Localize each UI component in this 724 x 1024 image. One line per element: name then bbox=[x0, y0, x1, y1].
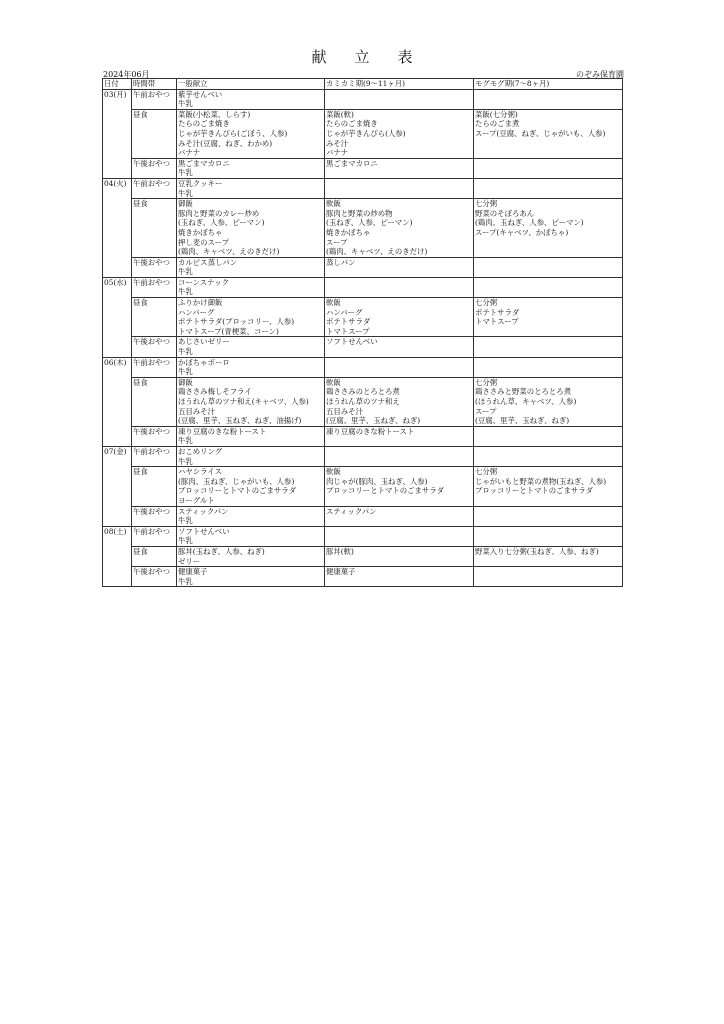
mogumogu-menu-cell bbox=[474, 337, 623, 357]
menu-item: 菜飯(小松菜、しらす) bbox=[178, 109, 251, 119]
menu-item: トマトスープ(青梗菜、コーン) bbox=[178, 326, 279, 336]
mogumogu-menu-cell bbox=[474, 467, 623, 506]
table-row bbox=[103, 199, 623, 258]
table-row bbox=[103, 377, 623, 426]
header-row bbox=[103, 79, 623, 90]
slot-cell: 午前おやつ bbox=[132, 277, 177, 297]
menu-item: 牛乳 bbox=[178, 576, 193, 586]
slot-cell: 午前おやつ bbox=[132, 89, 177, 109]
slot-cell: 昼食 bbox=[132, 377, 177, 426]
table-row bbox=[103, 567, 623, 587]
menu-item: ゼリー bbox=[178, 556, 201, 566]
mogumogu-menu-cell bbox=[474, 178, 623, 198]
kamikami-menu-cell bbox=[325, 467, 474, 506]
kamikami-menu-cell bbox=[325, 109, 474, 158]
menu-item: 豚肉と野菜のカレー炒め bbox=[178, 208, 260, 218]
menu-item: 健康菓子 bbox=[178, 567, 208, 577]
menu-item: (鶏肉、キャベツ、えのきだけ) bbox=[178, 247, 280, 257]
slot-cell: 午前おやつ bbox=[132, 357, 177, 377]
kamikami-menu-cell bbox=[325, 199, 474, 258]
menu-item: トマトスープ bbox=[326, 326, 370, 336]
mogumogu-menu-cell bbox=[474, 526, 623, 546]
menu-item: バナナ bbox=[326, 148, 349, 158]
menu-item: 黒ごまマカロニ bbox=[178, 158, 230, 168]
slot-cell: 午後おやつ bbox=[132, 337, 177, 357]
general-menu-cell bbox=[177, 277, 325, 297]
kamikami-menu-cell bbox=[325, 377, 474, 426]
kamikami-menu-cell bbox=[325, 506, 474, 526]
general-menu-cell bbox=[177, 426, 325, 446]
date-cell: 04(火) bbox=[103, 178, 132, 277]
menu-item: じゃがいもと野菜の煮物(玉ねぎ、人参) bbox=[475, 476, 607, 486]
menu-item: コーンスナック bbox=[178, 277, 230, 287]
menu-item: 牛乳 bbox=[178, 367, 193, 377]
kamikami-menu-cell bbox=[325, 426, 474, 446]
menu-item: 牛乳 bbox=[178, 168, 193, 178]
slot-cell: 昼食 bbox=[132, 109, 177, 158]
mogumogu-menu-cell bbox=[474, 506, 623, 526]
menu-item: ハンバーグ bbox=[326, 307, 363, 317]
menu-item: 肉じゃが(豚肉、玉ねぎ、人参) bbox=[326, 476, 428, 486]
menu-item: おこめリング bbox=[178, 446, 223, 456]
menu-item: ほうれん草のツナ和え bbox=[326, 397, 400, 406]
menu-item: 牛乳 bbox=[178, 188, 193, 198]
mogumogu-menu-cell bbox=[474, 277, 623, 297]
menu-item: (豆腐、里芋、玉ねぎ、ねぎ) bbox=[326, 416, 421, 426]
menu-item: じゃが芋きんぴら(ごぼう、人参) bbox=[178, 128, 288, 138]
table-row bbox=[103, 257, 623, 277]
table-row bbox=[103, 89, 623, 109]
slot-cell: 午後おやつ bbox=[132, 426, 177, 446]
table-row bbox=[103, 546, 623, 566]
table-row bbox=[103, 178, 623, 198]
menu-item: (豆腐、里芋、玉ねぎ、ねぎ) bbox=[475, 416, 570, 426]
menu-item: (玉ねぎ、人参、ピーマン) bbox=[178, 218, 265, 228]
menu-item: 七分粥 bbox=[475, 199, 498, 209]
kamikami-menu-cell bbox=[325, 337, 474, 357]
general-menu-cell bbox=[177, 506, 325, 526]
menu-item: カルピス蒸しパン bbox=[178, 257, 238, 267]
mogumogu-menu-cell bbox=[474, 357, 623, 377]
column-header-kamikami: カミカミ期(9～11ヶ月) bbox=[325, 79, 474, 90]
kamikami-menu-cell bbox=[325, 158, 474, 178]
mogumogu-menu-cell bbox=[474, 446, 623, 466]
menu-item: ポテトサラダ bbox=[326, 317, 371, 327]
menu-item: 押し麦のスープ bbox=[178, 237, 229, 247]
kamikami-menu-cell bbox=[325, 526, 474, 546]
general-menu-cell bbox=[177, 337, 325, 357]
slot-cell: 昼食 bbox=[132, 546, 177, 566]
date-cell: 08(土) bbox=[103, 526, 132, 587]
menu-item: 牛乳 bbox=[178, 267, 193, 277]
table-row bbox=[103, 277, 623, 297]
general-menu-cell bbox=[177, 526, 325, 546]
slot-cell: 午後おやつ bbox=[132, 567, 177, 587]
menu-item: 凍り豆腐のきな粉トースト bbox=[178, 426, 267, 436]
menu-item: 鶏ささみ梅しそフライ bbox=[178, 387, 252, 397]
menu-item: 五目みそ汁 bbox=[178, 406, 215, 416]
column-header-mogumogu: モグモグ期(7～8ヶ月) bbox=[474, 79, 623, 90]
menu-item: みそ汁(豆腐、ねぎ、わかめ) bbox=[178, 138, 273, 148]
menu-item: 牛乳 bbox=[178, 536, 193, 546]
table-row bbox=[103, 337, 623, 357]
general-menu-cell bbox=[177, 446, 325, 466]
slot-cell: 昼食 bbox=[132, 199, 177, 258]
mogumogu-menu-cell bbox=[474, 109, 623, 158]
date-cell: 07(金) bbox=[103, 446, 132, 526]
menu-item: 蒸しパン bbox=[326, 257, 356, 267]
menu-item: ブロッコリーとトマトのごまサラダ bbox=[475, 486, 594, 496]
menu-item: 黒ごまマカロニ bbox=[326, 158, 378, 168]
menu-item: ソフトせんべい bbox=[178, 526, 230, 536]
mogumogu-menu-cell bbox=[474, 567, 623, 587]
mogumogu-menu-cell bbox=[474, 426, 623, 446]
slot-cell: 午後おやつ bbox=[132, 506, 177, 526]
column-header-general: 一般献立 bbox=[177, 79, 325, 90]
table-row bbox=[103, 467, 623, 506]
menu-item: (豆腐、里芋、玉ねぎ、ねぎ、油揚げ) bbox=[178, 416, 302, 426]
menu-item: 軟飯 bbox=[326, 467, 341, 477]
mogumogu-menu-cell bbox=[474, 257, 623, 277]
table-row bbox=[103, 506, 623, 526]
menu-item: ソフトせんべい bbox=[326, 337, 378, 347]
table-row bbox=[103, 426, 623, 446]
page-title: 献立表 bbox=[311, 48, 441, 66]
date-cell: 06(木) bbox=[103, 357, 132, 446]
menu-item: (ほうれん草、キャベツ、人参) bbox=[475, 397, 577, 406]
general-menu-cell bbox=[177, 377, 325, 426]
menu-month: 2024年06月 bbox=[103, 70, 150, 79]
date-cell: 03(月) bbox=[103, 89, 132, 178]
general-menu-cell bbox=[177, 199, 325, 258]
table-row bbox=[103, 526, 623, 546]
general-menu-cell bbox=[177, 257, 325, 277]
kamikami-menu-cell bbox=[325, 546, 474, 566]
column-header-date: 日付 bbox=[103, 79, 132, 90]
menu-item: (豚肉、玉ねぎ、じゃがいも、人参) bbox=[178, 476, 295, 486]
menu-item: ハヤシライス bbox=[178, 467, 222, 477]
menu-item: スープ bbox=[475, 406, 497, 416]
menu-item: 鶏ささみと野菜のとろとろ煮 bbox=[475, 387, 572, 397]
menu-item: 牛乳 bbox=[178, 99, 193, 109]
menu-item: スティックパン bbox=[326, 506, 377, 516]
general-menu-cell bbox=[177, 178, 325, 198]
menu-item: 牛乳 bbox=[178, 287, 193, 297]
menu-item: 紫芋せんべい bbox=[178, 89, 223, 99]
menu-item: ハンバーグ bbox=[178, 307, 215, 317]
general-menu-cell bbox=[177, 567, 325, 587]
slot-cell: 午前おやつ bbox=[132, 446, 177, 466]
menu-item: 野菜のそぼろあん bbox=[475, 208, 535, 218]
slot-cell: 午前おやつ bbox=[132, 526, 177, 546]
menu-item: 牛乳 bbox=[178, 347, 193, 357]
menu-item: 豚肉と野菜の炒め物 bbox=[326, 208, 393, 218]
mogumogu-menu-cell bbox=[474, 199, 623, 258]
menu-item: 御飯 bbox=[178, 199, 193, 209]
menu-item: 御飯 bbox=[178, 377, 193, 387]
menu-item: 七分粥 bbox=[475, 377, 498, 387]
slot-cell: 午後おやつ bbox=[132, 257, 177, 277]
mogumogu-menu-cell bbox=[474, 158, 623, 178]
mogumogu-menu-cell bbox=[474, 546, 623, 566]
menu-table bbox=[102, 78, 623, 587]
menu-item: 五目みそ汁 bbox=[326, 406, 363, 416]
general-menu-cell bbox=[177, 298, 325, 337]
menu-item: 七分粥 bbox=[475, 467, 498, 477]
kamikami-menu-cell bbox=[325, 89, 474, 109]
menu-item: 牛乳 bbox=[178, 456, 193, 466]
menu-item: ほうれん草のツナ和え(キャベツ、人参) bbox=[178, 397, 309, 406]
menu-item: ポテトサラダ bbox=[475, 307, 520, 317]
menu-item: 鶏ささみのとろとろ煮 bbox=[326, 387, 400, 397]
kamikami-menu-cell bbox=[325, 277, 474, 297]
menu-item: 豚丼(玉ねぎ、人参、ねぎ) bbox=[178, 546, 265, 556]
menu-item: 豆乳クッキー bbox=[178, 178, 223, 188]
menu-item: (玉ねぎ、人参、ピーマン) bbox=[326, 218, 413, 228]
menu-item: トマトスープ bbox=[475, 317, 519, 327]
menu-item: たらのごま焼き bbox=[178, 119, 230, 129]
menu-item: 牛乳 bbox=[178, 516, 193, 526]
menu-item: スープ(キャベツ、かぼちゃ) bbox=[475, 227, 569, 237]
slot-cell: 昼食 bbox=[132, 467, 177, 506]
general-menu-cell bbox=[177, 158, 325, 178]
menu-item: (鶏肉、キャベツ、えのきだけ) bbox=[326, 247, 428, 257]
table-row bbox=[103, 109, 623, 158]
table-row bbox=[103, 357, 623, 377]
kamikami-menu-cell bbox=[325, 298, 474, 337]
menu-item: 焼きかぼちゃ bbox=[178, 227, 223, 237]
kamikami-menu-cell bbox=[325, 178, 474, 198]
menu-item: 凍り豆腐のきな粉トースト bbox=[326, 426, 415, 436]
kamikami-menu-cell bbox=[325, 357, 474, 377]
kamikami-menu-cell bbox=[325, 446, 474, 466]
general-menu-cell bbox=[177, 89, 325, 109]
slot-cell: 午前おやつ bbox=[132, 178, 177, 198]
menu-item: バナナ bbox=[178, 148, 201, 158]
menu-item: 野菜入り七分粥(玉ねぎ、人参、ねぎ) bbox=[475, 546, 599, 556]
mogumogu-menu-cell bbox=[474, 89, 623, 109]
menu-item: 七分粥 bbox=[475, 298, 498, 308]
menu-item: 牛乳 bbox=[178, 436, 193, 446]
menu-item: スープ bbox=[326, 237, 348, 247]
menu-item: あじさいゼリー bbox=[178, 337, 230, 347]
menu-table-body bbox=[103, 89, 623, 587]
mogumogu-menu-cell bbox=[474, 377, 623, 426]
menu-item: かぼちゃボーロ bbox=[178, 357, 230, 367]
general-menu-cell bbox=[177, 357, 325, 377]
date-cell: 05(水) bbox=[103, 277, 132, 357]
column-header-slot: 時間帯 bbox=[132, 79, 177, 90]
kamikami-menu-cell bbox=[325, 567, 474, 587]
facility-name: のぞみ保育園 bbox=[576, 70, 624, 79]
kamikami-menu-cell bbox=[325, 257, 474, 277]
menu-item: たらのごま焼き bbox=[326, 119, 378, 129]
slot-cell: 午後おやつ bbox=[132, 158, 177, 178]
table-row bbox=[103, 158, 623, 178]
table-row bbox=[103, 446, 623, 466]
menu-item: 菜飯(七分粥) bbox=[475, 109, 518, 119]
menu-item: ふりかけ御飯 bbox=[178, 298, 223, 308]
menu-item: 焼きかぼちゃ bbox=[326, 227, 371, 237]
menu-item: ブロッコリーとトマトのごまサラダ bbox=[178, 486, 297, 496]
menu-item: みそ汁 bbox=[326, 138, 349, 148]
mogumogu-menu-cell bbox=[474, 298, 623, 337]
slot-cell: 昼食 bbox=[132, 298, 177, 337]
menu-item: 菜飯(軟) bbox=[326, 109, 354, 119]
general-menu-cell bbox=[177, 467, 325, 506]
menu-item: たらのごま煮 bbox=[475, 119, 520, 129]
menu-item: 豚丼(軟) bbox=[326, 546, 354, 556]
menu-item: スティックパン bbox=[178, 506, 229, 516]
menu-item: 健康菓子 bbox=[326, 567, 356, 577]
menu-item: ブロッコリーとトマトのごまサラダ bbox=[326, 486, 445, 496]
menu-item: 軟飯 bbox=[326, 377, 341, 387]
menu-item: ヨーグルト bbox=[178, 495, 215, 505]
menu-item: ポテトサラダ(ブロッコリー、人参) bbox=[178, 317, 295, 327]
menu-item: スープ(豆腐、ねぎ、じゃがいも、人参) bbox=[475, 128, 606, 138]
menu-item: (鶏肉、玉ねぎ、人参、ピーマン) bbox=[475, 218, 584, 228]
menu-item: 軟飯 bbox=[326, 298, 341, 308]
menu-item: 軟飯 bbox=[326, 199, 341, 209]
general-menu-cell bbox=[177, 109, 325, 158]
menu-item: じゃが芋きんぴら(人参) bbox=[326, 128, 406, 138]
general-menu-cell bbox=[177, 546, 325, 566]
table-row bbox=[103, 298, 623, 337]
